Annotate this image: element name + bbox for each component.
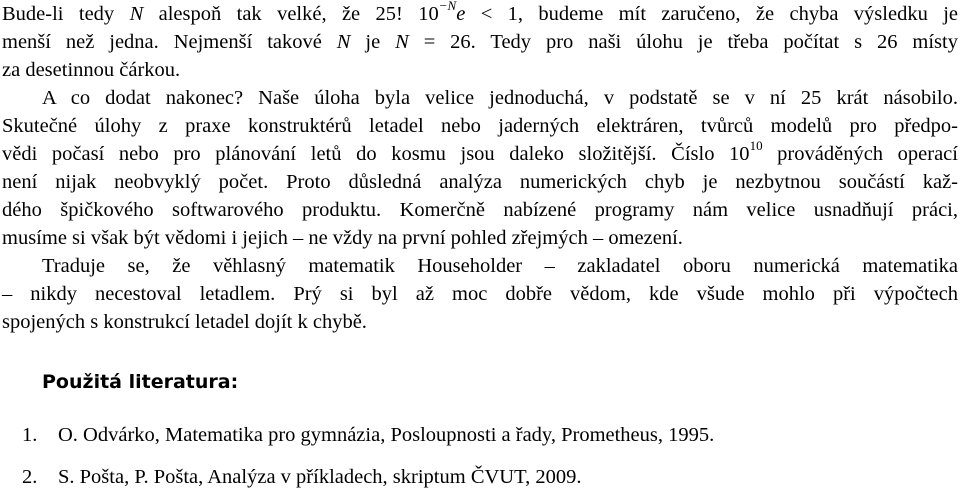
literature-heading: Použitá literatura: bbox=[42, 371, 239, 393]
paragraph-2-line-1: A co dodat nakonec? Naše úloha byla velice jednoduchá, v podstatě se v ní 25 krát násobilo. bbox=[42, 87, 958, 109]
paragraph-3-line-3: spojených s konstrukcí letadel dojít k chybě. bbox=[2, 311, 367, 333]
paragraph-2-line-4: není nijak neobvyklý počet. Proto důsledná analýza numerických chyb je nezbytnou součástí kaž- bbox=[2, 171, 958, 193]
paragraph-3-line-1: Traduje se, že věhlasný matematik Householder – zakladatel oboru numerická matematika bbox=[42, 255, 958, 277]
paragraph-1-line-2: menší než jedna. Nejmenší takové N je N = 26. Tedy pro naši úlohu je třeba počítat s 26 místy bbox=[2, 31, 958, 53]
reference-text: O. Odvárko, Matematika pro gymnázia, Posloupnosti a řady, Prometheus, 1995. bbox=[58, 424, 715, 446]
reference-item bbox=[22, 421, 714, 449]
reference-number: 2. bbox=[22, 466, 38, 488]
paragraph-2-line-5: dého špičkového softwarového produktu. Komerčně nabízené programy nám velice usnadňují práci, bbox=[2, 199, 958, 221]
paragraph-2-line-3: vědi počasí nebo pro plánování letů do kosmu jsou daleko složitější. Číslo $10^{10}$ prováděných operací bbox=[2, 138, 958, 165]
paragraph-2-line-2: Skutečné úlohy z praxe konstruktérů letadel nebo jaderných elektráren, tvůrců modelů pro předpo- bbox=[2, 115, 958, 137]
exponent: 10 bbox=[749, 138, 763, 154]
exponent: −N bbox=[438, 0, 457, 14]
reference-item bbox=[22, 463, 581, 491]
paragraph-2-line-6: musíme si však být vědomi i jejich – ne vždy na první pohled zřejmých – omezení. bbox=[2, 227, 683, 249]
paragraph-1-line-3: za desetinnou čárkou. bbox=[2, 59, 181, 81]
paragraph-1-line-1: Bude-li tedy N alespoň tak velké, že 25! $10^{-N}e < 1$, budeme mít zaručeno, že chyba výsledku je bbox=[2, 0, 958, 25]
reference-text: S. Pošta, P. Pošta, Analýza v příkladech, skriptum ČVUT, 2009. bbox=[58, 466, 582, 488]
reference-number: 1. bbox=[22, 424, 38, 446]
paragraph-3-line-2: – nikdy necestoval letadlem. Prý si byl až moc dobře vědom, kde všude mohlo při výpočtech bbox=[2, 283, 958, 305]
